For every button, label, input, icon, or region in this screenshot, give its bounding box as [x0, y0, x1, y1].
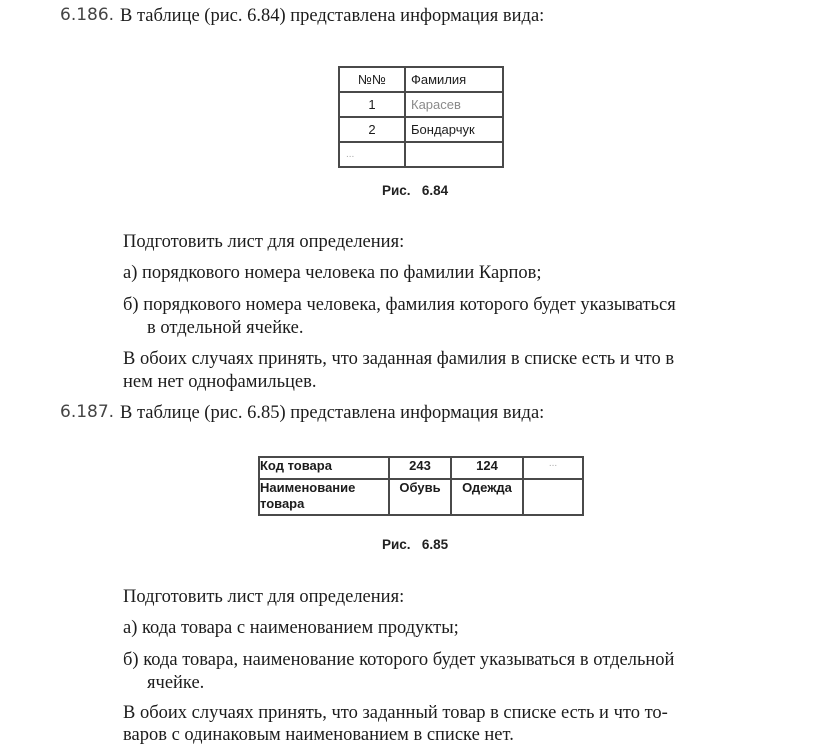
table-row — [259, 457, 583, 479]
note-line1: В обоих случаях принять, что заданная фамилия в списке есть и что в — [123, 349, 675, 369]
task-heading: Подготовить лист для определения: — [123, 232, 405, 252]
cell-name-label: Наименование товара — [259, 479, 389, 515]
task-item-b-line2: ячейке. — [147, 673, 205, 693]
table-row — [339, 142, 503, 167]
table-header-row — [339, 67, 503, 92]
task-item-a: а) кода товара с наименованием продукты; — [123, 618, 459, 638]
task-item-b-line1: б) кода товара, наименование которого будет указываться в отдельной — [123, 650, 675, 670]
cell-number: 2 — [339, 117, 405, 142]
note-line2: нем нет однофамильцев. — [123, 372, 317, 392]
note-line1: В обоих случаях принять, что заданный товар в списке есть и что то- — [123, 703, 668, 723]
cell-surname: Карасев — [405, 92, 503, 117]
table-row — [259, 479, 583, 515]
product-table — [258, 456, 584, 516]
cell-number: 1 — [339, 92, 405, 117]
cell-code-label: Код товара — [259, 457, 389, 479]
cell-ellipsis: ... — [339, 142, 405, 167]
cell-name: Обувь — [389, 479, 451, 515]
note-line2: варов с одинаковым наименованием в списке нет. — [123, 725, 514, 745]
task-heading: Подготовить лист для определения: — [123, 587, 405, 607]
problem-number: 6.186. — [60, 5, 115, 25]
header-number: №№ — [339, 67, 405, 92]
cell-name: Одежда — [451, 479, 523, 515]
problem-intro: В таблице (рис. 6.84) представлена информация вида: — [120, 6, 545, 26]
figure-caption: Рис. 6.85 — [382, 537, 449, 552]
task-item-b-line2: в отдельной ячейке. — [147, 318, 304, 338]
cell-code: 243 — [389, 457, 451, 479]
cell-surname: Бондарчук — [405, 117, 503, 142]
cell-code: 124 — [451, 457, 523, 479]
task-item-b-line1: б) порядкового номера человека, фамилия которого будет указываться — [123, 295, 676, 315]
cell-empty — [405, 142, 503, 167]
task-item-a: а) порядкового номера человека по фамилии Карпов; — [123, 263, 542, 283]
table-row — [339, 117, 503, 142]
surname-table — [338, 66, 504, 168]
problem-intro: В таблице (рис. 6.85) представлена информация вида: — [120, 403, 545, 423]
figure-caption: Рис. 6.84 — [382, 183, 449, 198]
cell-empty — [523, 479, 583, 515]
cell-ellipsis: ... — [523, 457, 583, 479]
header-surname: Фамилия — [405, 67, 503, 92]
problem-number: 6.187. — [60, 402, 115, 422]
table-row — [339, 92, 503, 117]
